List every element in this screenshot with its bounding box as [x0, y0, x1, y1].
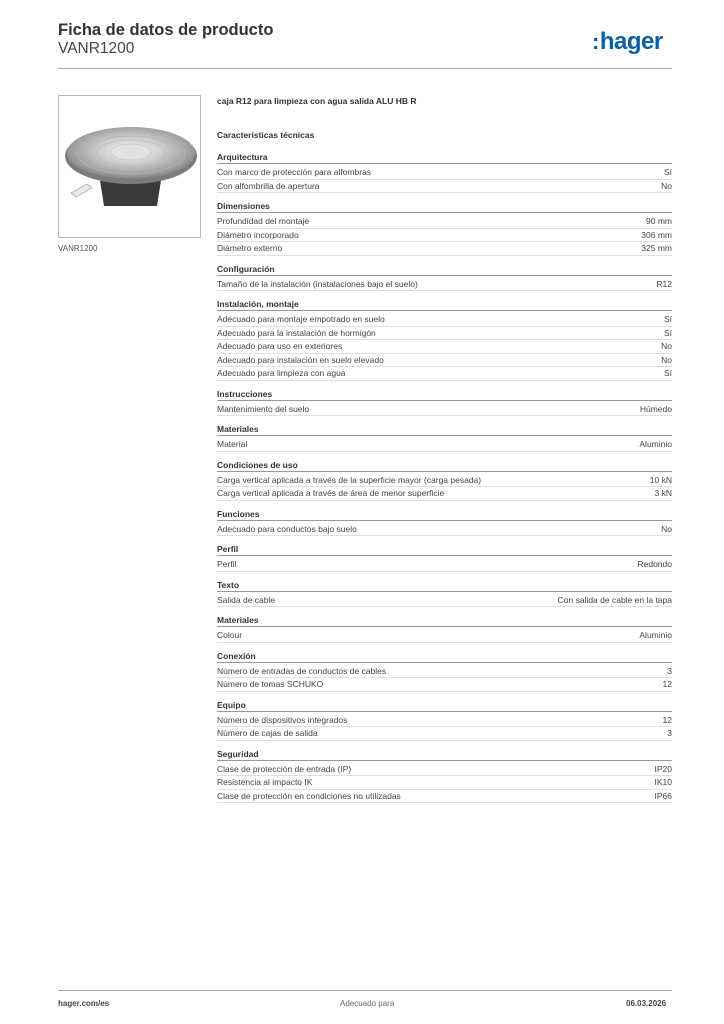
section-title: Seguridad [217, 748, 672, 761]
spec-row [217, 678, 672, 692]
spec-value: Con salida de cable en la tapa [557, 594, 672, 605]
logo-dots-icon: : [592, 29, 599, 54]
hager-logo: :hager [592, 28, 663, 55]
spec-value: No [661, 180, 672, 191]
spec-section [217, 423, 672, 452]
spec-label: Adecuado para conductos bajo suelo [217, 523, 357, 534]
spec-label: Con marco de protección para alfombras [217, 167, 372, 177]
spec-value: Húmedo [639, 403, 672, 414]
spec-label: Clase de protección en condiciones no utilizadas [217, 790, 401, 801]
spec-value: 306 mm [641, 229, 672, 240]
spec-value: Redondo [637, 559, 672, 569]
header-divider [58, 68, 672, 69]
spec-label: Carga vertical aplicada a través de la superficie mayor (carga pesada) [217, 474, 482, 485]
spec-section [217, 298, 672, 381]
spec-label: Número de dispositivos integrados [217, 714, 348, 725]
section-title: Texto [217, 579, 672, 592]
spec-row [217, 523, 672, 537]
spec-row [217, 340, 672, 354]
section-title: Configuración [217, 263, 672, 276]
footer-website[interactable]: hager.com/es [58, 999, 110, 1008]
spec-label: Colour [217, 630, 243, 640]
spec-label: Adecuado para montaje empotrado en suelo [217, 314, 385, 324]
spec-label: Adecuado para la instalación de hormigón [217, 327, 376, 338]
spec-value: Sí [663, 368, 672, 378]
spec-row [217, 313, 672, 327]
spec-section [217, 388, 672, 417]
spec-row [217, 763, 672, 777]
spec-value: 3 kN [654, 488, 672, 498]
spec-row [217, 629, 672, 643]
spec-section [217, 650, 672, 692]
section-title: Equipo [217, 699, 672, 712]
spec-value: 325 mm [641, 243, 672, 253]
spec-row [217, 665, 672, 679]
section-title: Perfil [217, 543, 672, 556]
document-title: Ficha de datos de producto [58, 21, 274, 39]
spec-section [217, 579, 672, 608]
spec-row [217, 229, 672, 243]
section-title: Materiales [217, 423, 672, 436]
spec-value: 90 mm [646, 216, 672, 226]
spec-label: Número de entradas de conductos de cables [217, 665, 387, 676]
spec-value: No [661, 354, 672, 365]
spec-value: Sí [663, 167, 672, 177]
spec-row [217, 354, 672, 368]
spec-row [217, 327, 672, 341]
section-title: Dimensiones [217, 200, 672, 213]
section-title: Arquitectura [217, 151, 672, 164]
spec-row [217, 180, 672, 194]
product-code: VANR1200 [58, 40, 135, 57]
spec-label: Perfil [217, 559, 237, 569]
spec-row [217, 242, 672, 256]
spec-label: Diámetro incorporado [217, 229, 299, 240]
spec-value: 12 [662, 714, 672, 725]
spec-section [217, 151, 672, 193]
spec-section [217, 459, 672, 501]
spec-section [217, 200, 672, 256]
spec-value: No [661, 341, 672, 351]
spec-value: 3 [667, 665, 672, 676]
spec-value: 12 [662, 679, 672, 689]
spec-label: Diámetro externo [217, 243, 283, 253]
spec-label: Mantenimiento del suelo [217, 403, 310, 414]
spec-label: Número de tomas SCHUKO [217, 679, 324, 689]
spec-value: Sí [663, 314, 672, 324]
spec-row [217, 474, 672, 488]
spec-row [217, 367, 672, 381]
spec-value: IP66 [654, 790, 672, 801]
spec-section [217, 699, 672, 741]
spec-section [217, 748, 672, 804]
specs-heading: Características técnicas [217, 130, 315, 140]
spec-value: Sí [663, 327, 672, 338]
spec-row [217, 776, 672, 790]
specs-table [217, 151, 672, 810]
spec-row [217, 558, 672, 572]
product-image [58, 95, 201, 238]
spec-row [217, 166, 672, 180]
spec-row [217, 438, 672, 452]
section-title: Instrucciones [217, 388, 672, 401]
spec-row [217, 487, 672, 501]
spec-row [217, 594, 672, 608]
spec-value: IP20 [654, 763, 672, 774]
spec-label: Tamaño de la instalación (instalaciones bajo el suelo) [217, 278, 418, 289]
floor-box-icon [59, 96, 200, 237]
spec-value: Aluminio [639, 630, 672, 640]
spec-value: No [661, 523, 672, 534]
spec-row [217, 727, 672, 741]
spec-label: Clase de protección de entrada (IP) [217, 763, 352, 774]
image-caption: VANR1200 [58, 244, 98, 253]
product-title: caja R12 para limpieza con agua salida ALU HB R [217, 96, 417, 106]
spec-label: Material [217, 439, 248, 449]
section-title: Materiales [217, 614, 672, 627]
section-title: Funciones [217, 508, 672, 521]
spec-label: Profundidad del montaje [217, 216, 310, 226]
spec-label: Número de cajas de salida [217, 728, 318, 738]
spec-section [217, 263, 672, 292]
spec-value: 3 [667, 728, 672, 738]
spec-value: Aluminio [639, 439, 672, 449]
spec-row [217, 403, 672, 417]
spec-label: Adecuado para limpieza con agua [217, 368, 346, 378]
spec-row [217, 278, 672, 292]
spec-label: Adecuado para uso en exteriores [217, 341, 343, 351]
spec-section [217, 508, 672, 537]
spec-row [217, 790, 672, 804]
spec-section [217, 543, 672, 572]
section-title: Conexión [217, 650, 672, 663]
section-title: Condiciones de uso [217, 459, 672, 472]
footer-divider [58, 990, 672, 991]
spec-value: R12 [656, 278, 672, 289]
spec-row [217, 215, 672, 229]
footer-note: Adecuado para [340, 999, 395, 1008]
spec-value: IK10 [654, 777, 672, 787]
section-title: Instalación, montaje [217, 298, 672, 311]
spec-label: Adecuado para instalación en suelo elevado [217, 354, 384, 365]
spec-label: Con alfombrilla de apertura [217, 180, 320, 191]
spec-row [217, 714, 672, 728]
spec-value: 10 kN [649, 474, 672, 485]
footer-date: 06.03.2026 [626, 999, 667, 1008]
spec-label: Carga vertical aplicada a través de área de menor superficie [217, 488, 445, 498]
spec-label: Salida de cable [217, 594, 276, 605]
spec-label: Resistencia al impacto IK [217, 777, 313, 787]
spec-section [217, 614, 672, 643]
